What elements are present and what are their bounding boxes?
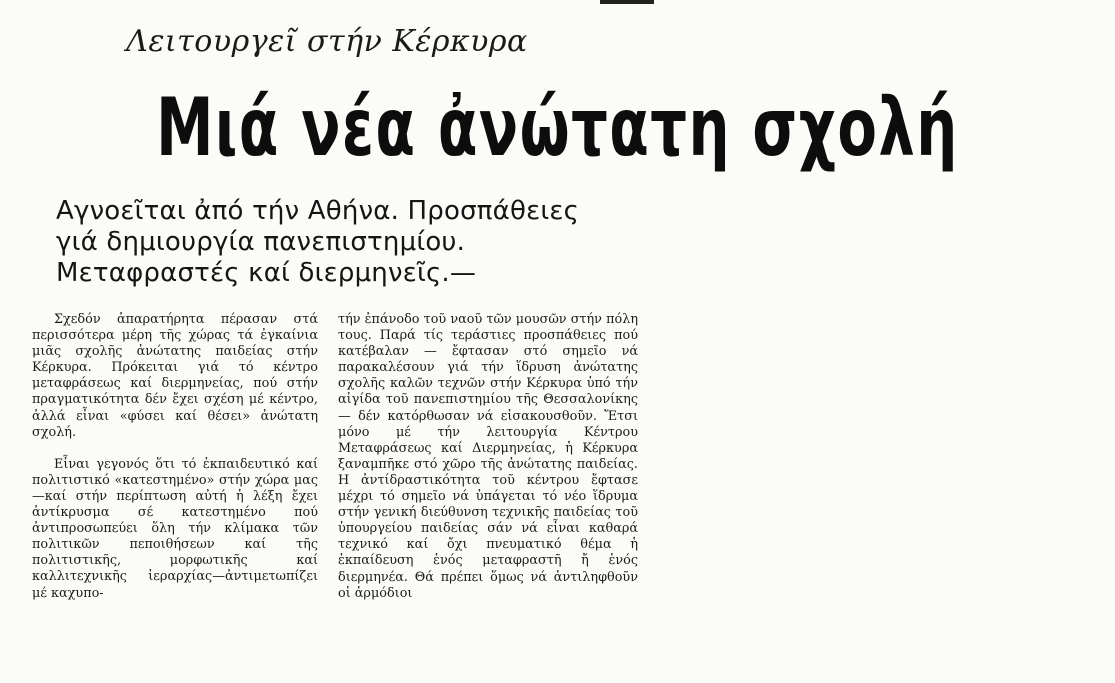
- article-paragraph: τήν ἐπάνοδο τοῦ ναοῦ τῶν μουσῶν στήν πόλη τους. Παρά τίς τεράστιες προσπάθειες πού κατέβαλαν — ἔφτασαν στό σημεῖο νά παρακαλέσουν γιά τήν ἵδρυση ἀνώτατης σχολῆς καλῶν τεχνῶν στήν Κέρκυρα ὑπό τήν αἰγίδα τοῦ πανεπιστημίου τῆς Θεσσαλονίκης — δέν κατόρθωσαν νά εἰσακουσθοῦν. Ἔτσι μόνο μέ τήν λειτουργία Κέντρου Μεταφράσεως καί Διερμηνείας, ἡ Κέρκυρα ξαναμπῆκε στό χῶρο τῆς ἀνώτατης παιδείας. Η ἀντίδραστικότητα τοῦ κέντρου ἔφτασε μέχρι τό σημεῖο νά ὑπάγεται τό νέο ἵδρυμα στήν γενική διεύθυνση τεχνικῆς παιδείας τοῦ ὑπουργείου παιδείας σάν νά εἶναι καθαρά τεχνικό καί ὄχι πνευματικό θέμα ἡ ἐκπαίδευση ἑνός μεταφραστῆ ἤ ἑνός διερμηνέα. Θά πρέπει ὅμως νά ἀντιληφθοῦν οἱ ἁρμόδιοι: [338, 312, 638, 601]
- corner-mark: [600, 0, 654, 4]
- article-column-left: [32, 312, 318, 602]
- article-column-right: [338, 312, 638, 602]
- column-gutter: [327, 312, 328, 683]
- article-paragraph: Εἶναι γεγονός ὅτι τό ἐκπαιδευτικό καί πολιτιστικό «κατεστημένο» στήν χώρα μας—καί στήν περίπτωση αὐτή ἡ λέξη ἔχει ἀντίκρυσμα σέ κατεστημένο πού ἀντιπροσωπεύει ὅλη τήν κλίμακα τῶν πολιτικῶν πεποιθήσεων καί τῆς πολιτιστικῆς, μορφωτικῆς καί καλλιτεχνικῆς ἱεραρχίας—ἀντιμετωπίζει μέ καχυπο-: [32, 456, 318, 601]
- headline: [0, 74, 959, 182]
- kicker-line: Λειτουργεῖ στήν Κέρκυρα: [126, 24, 528, 59]
- article-paragraph: Σχεδόν ἀπαρατήρητα πέρασαν στά περισσότερα μέρη τῆς χώρας τά ἐγκαίνια μιᾶς σχολῆς ἀνώτατης παιδείας στήν Κέρκυρα. Πρόκειται γιά τό κέντρο μεταφράσεως καί διερμηνείας, πού στήν πραγματικότητα δέν ἔχει σχέση μέ κέντρο, ἀλλά εἶναι «φύσει καί θέσει» ἀνώτατη σχολή.: [32, 312, 318, 440]
- headline-text: Μιά νέα ἀνώτατη σχολή: [156, 81, 959, 174]
- deck-subheadline: Αγνοεῖται ἀπό τήν Αθήνα. Προσπάθειες γιά δημιουργία πανεπιστημίου. Μεταφραστές καί διερμηνεῖς.—: [56, 196, 580, 288]
